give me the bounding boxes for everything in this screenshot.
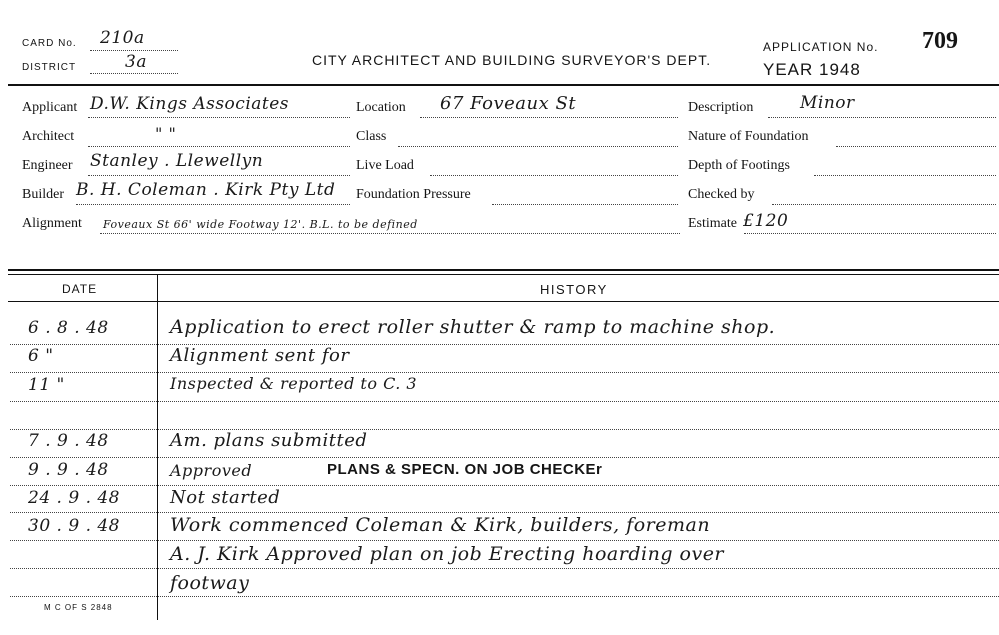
- district-value: 3a: [125, 52, 147, 72]
- district-line: [90, 73, 178, 74]
- history-rule: [10, 372, 999, 373]
- live-load-label: Live Load: [356, 158, 414, 173]
- nature-of-foundation-line: [836, 146, 996, 147]
- estimate-line: [744, 233, 996, 234]
- department-title: CITY ARCHITECT AND BUILDING SURVEYOR'S DEPT.: [312, 52, 712, 68]
- plans-checked-stamp: PLANS & SPECN. ON JOB CHECKEr: [327, 461, 603, 478]
- history-rule: [10, 540, 999, 541]
- history-row-text: Approved: [170, 461, 253, 480]
- application-number-value: 709: [922, 28, 958, 54]
- card-number-value: 210a: [100, 28, 145, 48]
- header-rule: [8, 84, 999, 86]
- history-rule: [10, 429, 999, 430]
- history-row-text: A. J. Kirk Approved plan on job Erecting hoarding over: [170, 543, 725, 565]
- history-top-rule: [8, 269, 999, 271]
- engineer-label: Engineer: [22, 158, 73, 173]
- history-row-date: 11 ": [28, 375, 65, 395]
- history-rule: [10, 457, 999, 458]
- district-label: DISTRICT: [22, 62, 77, 73]
- builder-label: Builder: [22, 187, 64, 202]
- foundation-pressure-line: [492, 204, 678, 205]
- history-rule: [10, 344, 999, 345]
- form-code: M C OF S 2848: [44, 603, 113, 612]
- history-row-text: Application to erect roller shutter & ramp to machine shop.: [170, 316, 776, 338]
- builder-line: [76, 204, 350, 205]
- card-number-label: CARD No.: [22, 38, 77, 49]
- estimate-label: Estimate: [688, 216, 737, 231]
- applicant-label: Applicant: [22, 100, 78, 115]
- description-line: [768, 117, 996, 118]
- history-rule: [10, 596, 999, 597]
- history-row-date: 6 ": [28, 346, 54, 366]
- year-label: YEAR 1948: [763, 60, 861, 79]
- history-row-text: Am. plans submitted: [170, 430, 368, 451]
- alignment-label: Alignment: [22, 216, 82, 231]
- builder-value: B. H. Coleman . Kirk Pty Ltd: [76, 180, 336, 200]
- history-row-text: Not started: [170, 487, 281, 508]
- card-number-line: [90, 50, 178, 51]
- date-column-header: DATE: [62, 282, 98, 296]
- applicant-value: D.W. Kings Associates: [90, 94, 290, 114]
- history-rule: [10, 512, 999, 513]
- history-row-date: 24 . 9 . 48: [28, 488, 121, 508]
- history-row-date: 7 . 9 . 48: [28, 431, 109, 451]
- nature-of-foundation-label: Nature of Foundation: [688, 129, 809, 144]
- history-rule: [10, 401, 999, 402]
- location-label: Location: [356, 100, 406, 115]
- class-line: [398, 146, 678, 147]
- history-row-text: footway: [170, 572, 250, 594]
- description-value: Minor: [800, 93, 855, 113]
- architect-value: " ": [155, 124, 177, 143]
- history-row-date: 9 . 9 . 48: [28, 460, 109, 480]
- checked-by-line: [772, 204, 996, 205]
- estimate-value: £120: [743, 211, 789, 231]
- class-label: Class: [356, 129, 387, 144]
- history-column-header: HISTORY: [540, 282, 608, 297]
- foundation-pressure-label: Foundation Pressure: [356, 187, 471, 202]
- live-load-line: [430, 175, 678, 176]
- engineer-line: [88, 175, 350, 176]
- applicant-line: [88, 117, 350, 118]
- engineer-value: Stanley . Llewellyn: [90, 151, 264, 171]
- location-value: 67 Foveaux St: [440, 93, 577, 114]
- checked-by-label: Checked by: [688, 187, 755, 202]
- architect-label: Architect: [22, 129, 75, 144]
- history-rule: [10, 568, 999, 569]
- architect-line: [88, 146, 350, 147]
- history-row-date: 30 . 9 . 48: [28, 516, 121, 536]
- location-line: [420, 117, 678, 118]
- depth-of-footings-line: [814, 175, 996, 176]
- application-number-label: APPLICATION No.: [763, 40, 879, 54]
- history-row-text: Inspected & reported to C. 3: [170, 374, 418, 393]
- alignment-line: [100, 233, 680, 234]
- history-rule: [10, 485, 999, 486]
- history-row-text: Alignment sent for: [170, 345, 350, 366]
- alignment-value: Foveaux St 66' wide Footway 12'. B.L. to be defined: [103, 218, 418, 231]
- history-row-date: 6 . 8 . 48: [28, 318, 109, 338]
- history-row-text: Work commenced Coleman & Kirk, builders, foreman: [170, 514, 711, 536]
- depth-of-footings-label: Depth of Footings: [688, 158, 790, 173]
- description-label: Description: [688, 100, 754, 115]
